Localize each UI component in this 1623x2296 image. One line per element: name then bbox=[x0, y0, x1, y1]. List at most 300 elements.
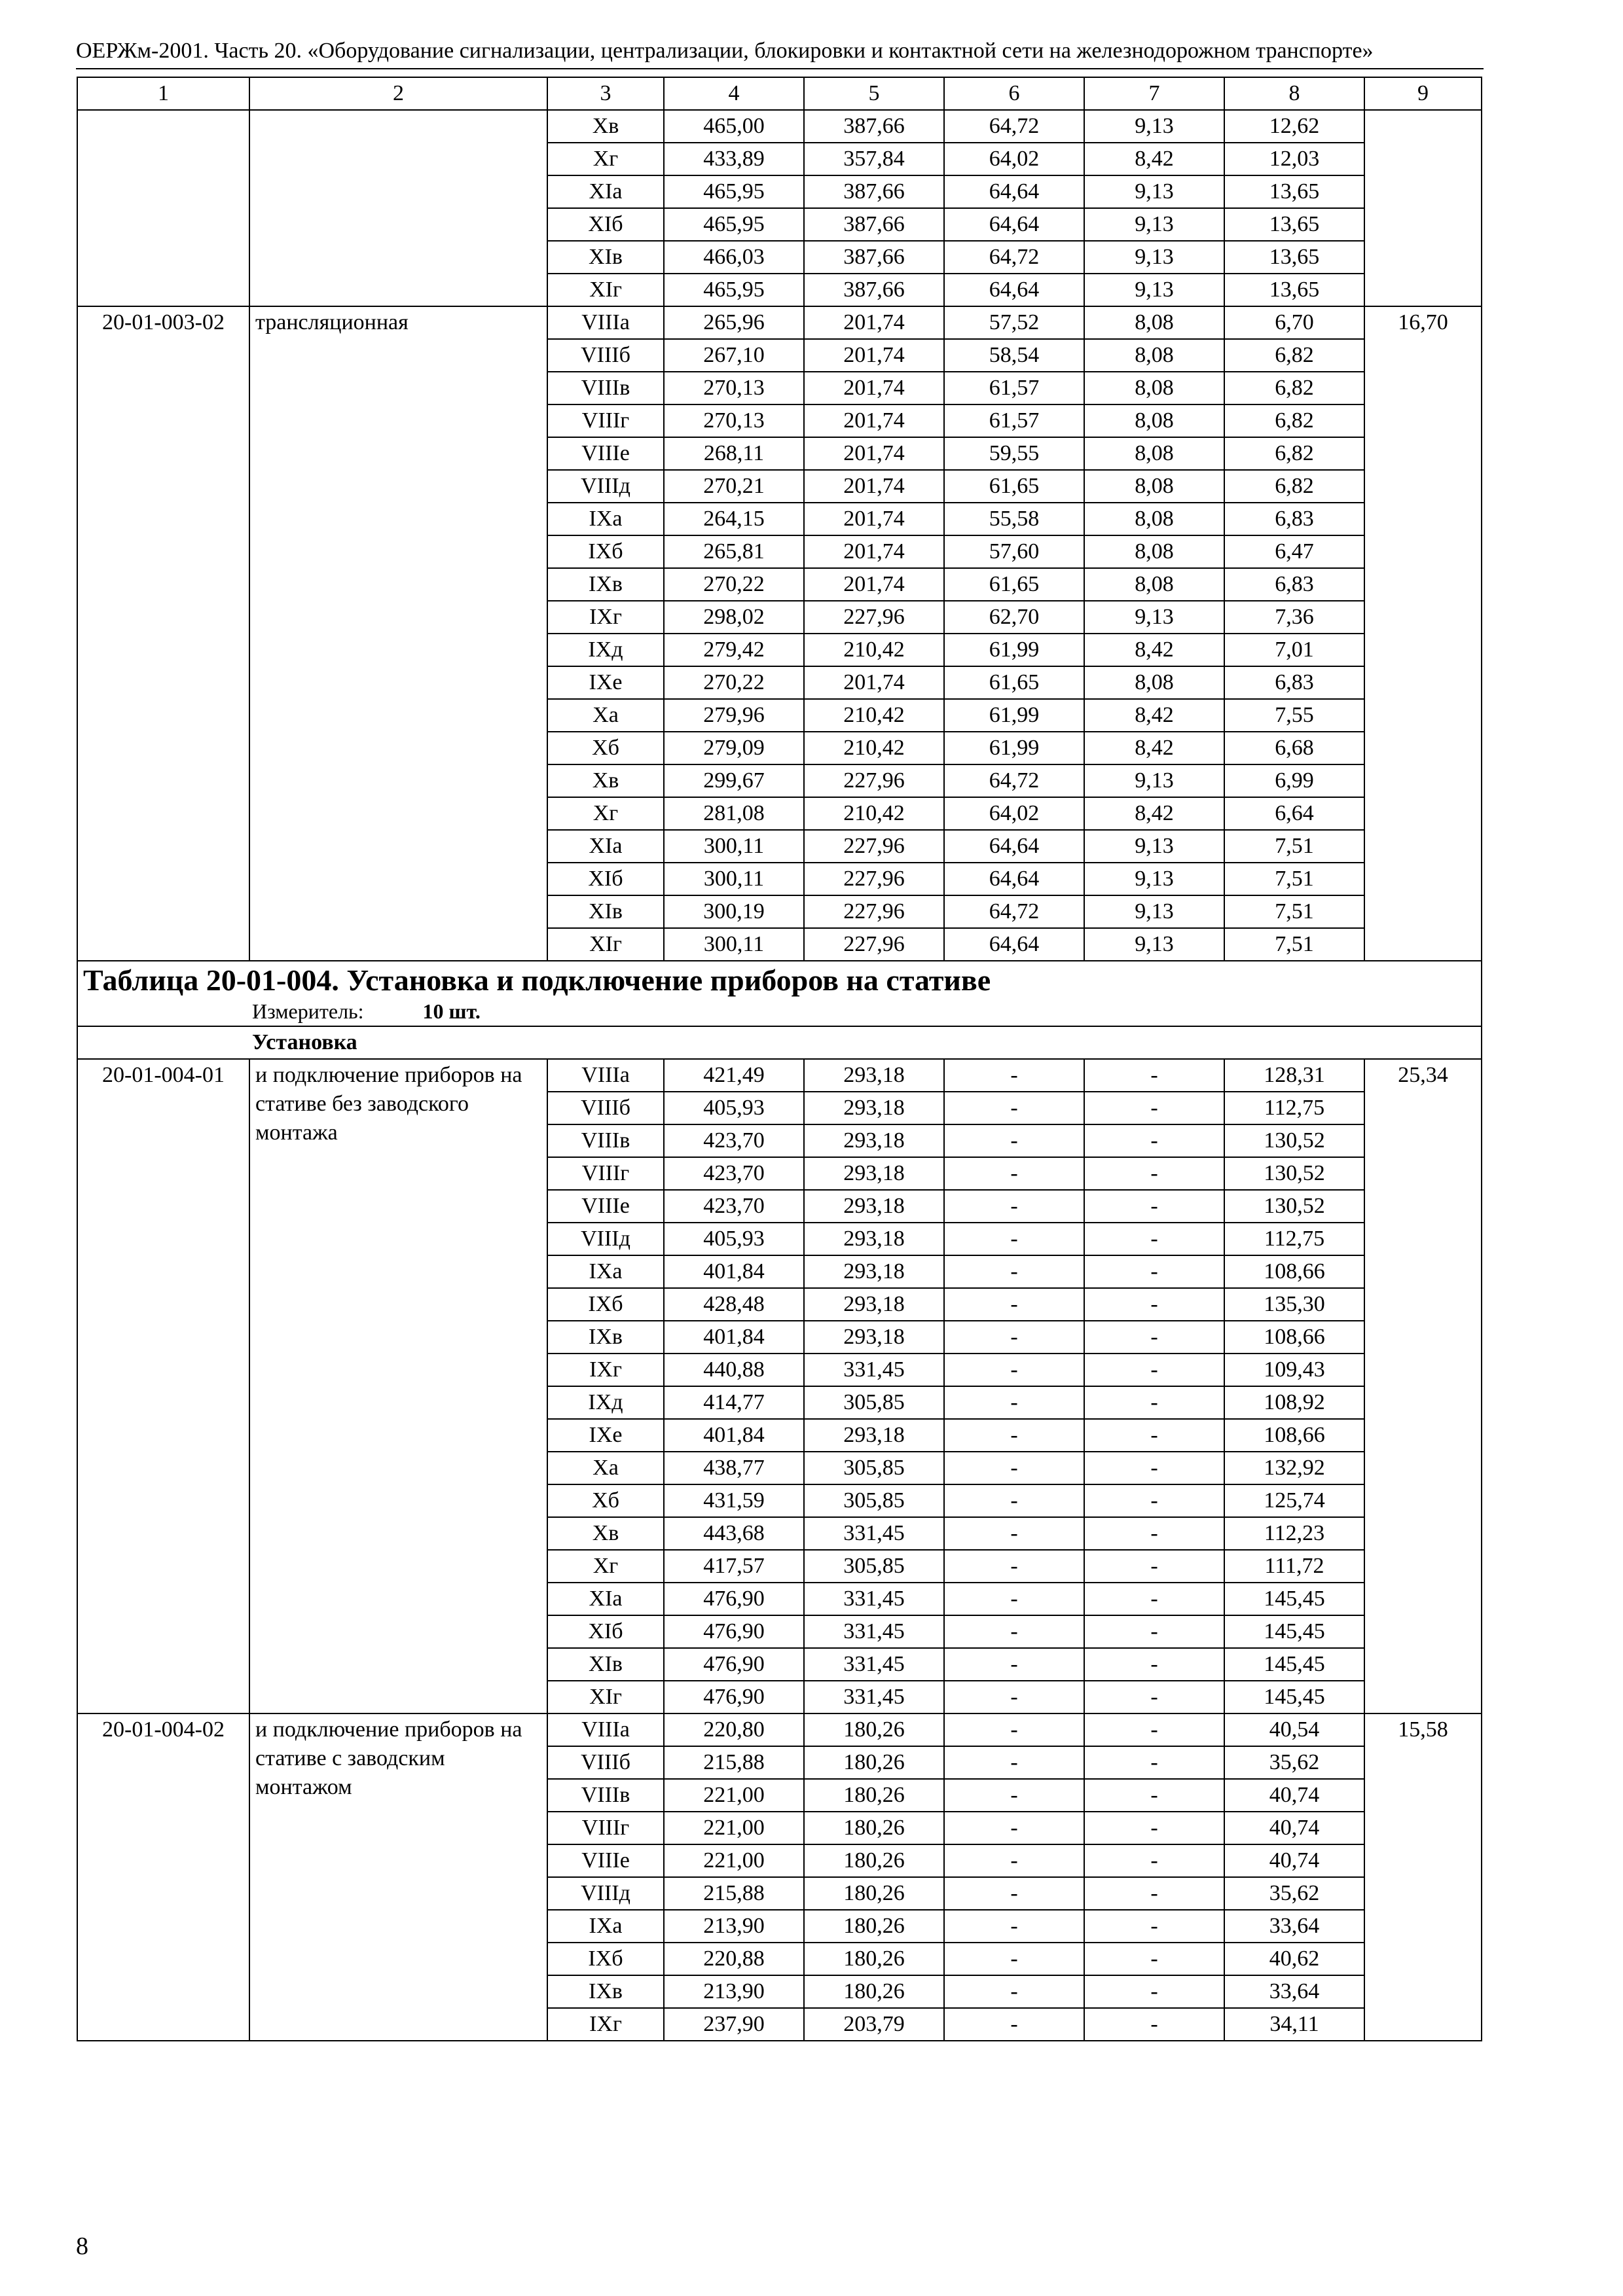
zone-cell: VIIIб bbox=[547, 1746, 664, 1779]
value-cell: 13,65 bbox=[1224, 208, 1364, 241]
column-number: 1 bbox=[77, 77, 249, 110]
zone-cell: VIIIб bbox=[547, 1092, 664, 1124]
value-cell: 227,96 bbox=[804, 601, 944, 634]
value-cell: 300,19 bbox=[664, 895, 804, 928]
value-cell: 210,42 bbox=[804, 634, 944, 666]
value-cell: - bbox=[944, 1386, 1084, 1419]
value-cell: 270,13 bbox=[664, 372, 804, 404]
value-cell: 61,99 bbox=[944, 699, 1084, 732]
zone-cell: IХе bbox=[547, 666, 664, 699]
value-cell: - bbox=[944, 1157, 1084, 1190]
value-cell: 8,42 bbox=[1084, 634, 1224, 666]
zone-cell: ХIв bbox=[547, 895, 664, 928]
value-cell: 9,13 bbox=[1084, 110, 1224, 143]
value-cell: 227,96 bbox=[804, 863, 944, 895]
value-cell: 8,42 bbox=[1084, 699, 1224, 732]
value-cell: 227,96 bbox=[804, 764, 944, 797]
value-cell: 7,51 bbox=[1224, 863, 1364, 895]
value-cell: - bbox=[944, 1452, 1084, 1484]
value-cell: 268,11 bbox=[664, 437, 804, 470]
value-cell: 64,64 bbox=[944, 928, 1084, 961]
zone-cell: Ха bbox=[547, 1452, 664, 1484]
rate-description bbox=[249, 110, 547, 306]
value-cell: 281,08 bbox=[664, 797, 804, 830]
value-cell: 227,96 bbox=[804, 830, 944, 863]
value-cell: - bbox=[1084, 1124, 1224, 1157]
value-cell: 221,00 bbox=[664, 1844, 804, 1877]
value-cell: - bbox=[944, 1812, 1084, 1844]
value-cell: - bbox=[1084, 1648, 1224, 1681]
value-cell: 55,58 bbox=[944, 503, 1084, 535]
value-cell: 6,64 bbox=[1224, 797, 1364, 830]
value-cell: - bbox=[1084, 1877, 1224, 1910]
zone-cell: IХг bbox=[547, 601, 664, 634]
zone-cell: IХг bbox=[547, 2008, 664, 2041]
zone-cell: VIIIа bbox=[547, 306, 664, 339]
value-cell: 300,11 bbox=[664, 863, 804, 895]
value-cell: - bbox=[1084, 1844, 1224, 1877]
value-cell: 180,26 bbox=[804, 1877, 944, 1910]
rate-description: и подключение приборов на стативе с заводским монтажом bbox=[249, 1713, 547, 2041]
value-cell: 145,45 bbox=[1224, 1583, 1364, 1615]
value-cell: 180,26 bbox=[804, 1746, 944, 1779]
value-cell: 13,65 bbox=[1224, 175, 1364, 208]
value-cell: 401,84 bbox=[664, 1321, 804, 1354]
value-cell: 9,13 bbox=[1084, 208, 1224, 241]
value-cell: 267,10 bbox=[664, 339, 804, 372]
value-cell: 40,74 bbox=[1224, 1812, 1364, 1844]
value-cell: 293,18 bbox=[804, 1255, 944, 1288]
subheading-row bbox=[77, 1026, 1482, 1059]
column-number-row bbox=[77, 77, 1482, 110]
labor-cost-cell bbox=[1364, 110, 1482, 306]
value-cell: 61,65 bbox=[944, 568, 1084, 601]
value-cell: - bbox=[1084, 1321, 1224, 1354]
zone-cell: VIIIе bbox=[547, 1844, 664, 1877]
zone-cell: IХа bbox=[547, 503, 664, 535]
rate-code bbox=[77, 110, 249, 306]
value-cell: 237,90 bbox=[664, 2008, 804, 2041]
value-cell: 331,45 bbox=[804, 1615, 944, 1648]
value-cell: 201,74 bbox=[804, 470, 944, 503]
header-rule bbox=[76, 68, 1484, 69]
value-cell: 6,82 bbox=[1224, 437, 1364, 470]
value-cell: - bbox=[1084, 1059, 1224, 1092]
value-cell: 357,84 bbox=[804, 143, 944, 175]
value-cell: 270,21 bbox=[664, 470, 804, 503]
value-cell: 265,96 bbox=[664, 306, 804, 339]
value-cell: - bbox=[944, 1877, 1084, 1910]
zone-cell: ХIа bbox=[547, 1583, 664, 1615]
value-cell: 61,65 bbox=[944, 470, 1084, 503]
value-cell: - bbox=[944, 1844, 1084, 1877]
value-cell: - bbox=[1084, 1550, 1224, 1583]
rate-code: 20-01-004-02 bbox=[77, 1713, 249, 2041]
value-cell: 264,15 bbox=[664, 503, 804, 535]
value-cell: 7,51 bbox=[1224, 895, 1364, 928]
value-cell: 201,74 bbox=[804, 437, 944, 470]
value-cell: 270,22 bbox=[664, 666, 804, 699]
zone-cell: VIIIг bbox=[547, 404, 664, 437]
value-cell: 9,13 bbox=[1084, 863, 1224, 895]
zone-cell: IХд bbox=[547, 634, 664, 666]
value-cell: 423,70 bbox=[664, 1190, 804, 1223]
value-cell: 405,93 bbox=[664, 1092, 804, 1124]
value-cell: 466,03 bbox=[664, 241, 804, 274]
zone-cell: ХIб bbox=[547, 863, 664, 895]
value-cell: - bbox=[944, 1550, 1084, 1583]
zone-cell: Хв bbox=[547, 1517, 664, 1550]
value-cell: 438,77 bbox=[664, 1452, 804, 1484]
value-cell: 180,26 bbox=[804, 1779, 944, 1812]
value-cell: 293,18 bbox=[804, 1223, 944, 1255]
value-cell: - bbox=[1084, 1419, 1224, 1452]
value-cell: 220,80 bbox=[664, 1713, 804, 1746]
zone-cell: ХIа bbox=[547, 175, 664, 208]
value-cell: - bbox=[944, 1092, 1084, 1124]
rate-description: трансляционная bbox=[249, 306, 547, 961]
value-cell: 227,96 bbox=[804, 895, 944, 928]
column-number: 3 bbox=[547, 77, 664, 110]
value-cell: 387,66 bbox=[804, 175, 944, 208]
zone-cell: VIIIе bbox=[547, 1190, 664, 1223]
zone-cell: Хб bbox=[547, 1484, 664, 1517]
rates-table bbox=[77, 77, 1482, 2041]
value-cell: 387,66 bbox=[804, 110, 944, 143]
value-cell: 61,57 bbox=[944, 372, 1084, 404]
value-cell: 62,70 bbox=[944, 601, 1084, 634]
zone-cell: VIIIб bbox=[547, 339, 664, 372]
zone-cell: Хг bbox=[547, 1550, 664, 1583]
zone-cell: ХIв bbox=[547, 241, 664, 274]
value-cell: 8,42 bbox=[1084, 732, 1224, 764]
zone-cell: ХIг bbox=[547, 928, 664, 961]
value-cell: 12,62 bbox=[1224, 110, 1364, 143]
value-cell: 9,13 bbox=[1084, 601, 1224, 634]
value-cell: 109,43 bbox=[1224, 1354, 1364, 1386]
value-cell: - bbox=[944, 1419, 1084, 1452]
column-number: 2 bbox=[249, 77, 547, 110]
value-cell: 108,66 bbox=[1224, 1419, 1364, 1452]
value-cell: 130,52 bbox=[1224, 1190, 1364, 1223]
value-cell: - bbox=[1084, 1583, 1224, 1615]
zone-cell: ХIв bbox=[547, 1648, 664, 1681]
value-cell: 64,64 bbox=[944, 175, 1084, 208]
rates-table-body bbox=[77, 77, 1482, 2041]
value-cell: 180,26 bbox=[804, 1975, 944, 2008]
value-cell: 476,90 bbox=[664, 1615, 804, 1648]
value-cell: 270,22 bbox=[664, 568, 804, 601]
value-cell: 6,82 bbox=[1224, 470, 1364, 503]
meter-line bbox=[78, 999, 1481, 1023]
value-cell: - bbox=[1084, 1910, 1224, 1943]
value-cell: - bbox=[944, 1910, 1084, 1943]
rate-description: и подключение приборов на стативе без заводского монтажа bbox=[249, 1059, 547, 1713]
value-cell: 35,62 bbox=[1224, 1877, 1364, 1910]
zone-cell: VIIIг bbox=[547, 1157, 664, 1190]
value-cell: 180,26 bbox=[804, 1812, 944, 1844]
value-cell: - bbox=[1084, 1517, 1224, 1550]
value-cell: - bbox=[944, 2008, 1084, 2041]
column-number: 9 bbox=[1364, 77, 1482, 110]
value-cell: 40,74 bbox=[1224, 1779, 1364, 1812]
value-cell: 7,51 bbox=[1224, 830, 1364, 863]
value-cell: - bbox=[944, 1059, 1084, 1092]
table-row bbox=[77, 1713, 1482, 1746]
value-cell: - bbox=[944, 1190, 1084, 1223]
value-cell: 293,18 bbox=[804, 1059, 944, 1092]
section-heading bbox=[77, 961, 1482, 1026]
section-heading-row bbox=[77, 961, 1482, 1026]
value-cell: 35,62 bbox=[1224, 1746, 1364, 1779]
zone-cell: IХа bbox=[547, 1255, 664, 1288]
value-cell: 221,00 bbox=[664, 1812, 804, 1844]
value-cell: 201,74 bbox=[804, 535, 944, 568]
value-cell: 476,90 bbox=[664, 1681, 804, 1713]
value-cell: 6,83 bbox=[1224, 568, 1364, 601]
table-row bbox=[77, 306, 1482, 339]
value-cell: 61,99 bbox=[944, 732, 1084, 764]
value-cell: 331,45 bbox=[804, 1681, 944, 1713]
zone-cell: IХв bbox=[547, 1975, 664, 2008]
value-cell: 305,85 bbox=[804, 1484, 944, 1517]
value-cell: 8,08 bbox=[1084, 568, 1224, 601]
value-cell: 417,57 bbox=[664, 1550, 804, 1583]
zone-cell: VIIIд bbox=[547, 1877, 664, 1910]
value-cell: 279,09 bbox=[664, 732, 804, 764]
value-cell: 421,49 bbox=[664, 1059, 804, 1092]
value-cell: 130,52 bbox=[1224, 1124, 1364, 1157]
value-cell: - bbox=[944, 1517, 1084, 1550]
zone-cell: ХIа bbox=[547, 830, 664, 863]
value-cell: 112,23 bbox=[1224, 1517, 1364, 1550]
value-cell: - bbox=[944, 1615, 1084, 1648]
value-cell: 8,42 bbox=[1084, 797, 1224, 830]
value-cell: 465,95 bbox=[664, 274, 804, 306]
zone-cell: Хв bbox=[547, 764, 664, 797]
value-cell: - bbox=[1084, 1615, 1224, 1648]
value-cell: 64,02 bbox=[944, 797, 1084, 830]
value-cell: 423,70 bbox=[664, 1157, 804, 1190]
value-cell: 293,18 bbox=[804, 1419, 944, 1452]
meter-label: Измеритель: bbox=[252, 999, 364, 1023]
value-cell: - bbox=[1084, 1255, 1224, 1288]
value-cell: 9,13 bbox=[1084, 928, 1224, 961]
value-cell: 433,89 bbox=[664, 143, 804, 175]
value-cell: 440,88 bbox=[664, 1354, 804, 1386]
value-cell: 64,72 bbox=[944, 241, 1084, 274]
value-cell: 112,75 bbox=[1224, 1223, 1364, 1255]
value-cell: - bbox=[944, 1681, 1084, 1713]
value-cell: 33,64 bbox=[1224, 1910, 1364, 1943]
value-cell: - bbox=[944, 1255, 1084, 1288]
labor-cost-cell: 15,58 bbox=[1364, 1713, 1482, 2041]
zone-cell: VIIIд bbox=[547, 1223, 664, 1255]
value-cell: 331,45 bbox=[804, 1517, 944, 1550]
value-cell: 64,64 bbox=[944, 208, 1084, 241]
value-cell: 9,13 bbox=[1084, 895, 1224, 928]
page-number: 8 bbox=[76, 2233, 88, 2260]
value-cell: 299,67 bbox=[664, 764, 804, 797]
table-row bbox=[77, 1059, 1482, 1092]
value-cell: 6,70 bbox=[1224, 306, 1364, 339]
value-cell: - bbox=[944, 1321, 1084, 1354]
value-cell: 64,64 bbox=[944, 830, 1084, 863]
value-cell: 465,95 bbox=[664, 208, 804, 241]
value-cell: - bbox=[944, 1484, 1084, 1517]
zone-cell: ХIг bbox=[547, 274, 664, 306]
value-cell: 145,45 bbox=[1224, 1615, 1364, 1648]
value-cell: - bbox=[1084, 1354, 1224, 1386]
zone-cell: IХг bbox=[547, 1354, 664, 1386]
value-cell: - bbox=[1084, 1746, 1224, 1779]
value-cell: 6,82 bbox=[1224, 339, 1364, 372]
value-cell: - bbox=[944, 1354, 1084, 1386]
value-cell: 64,64 bbox=[944, 274, 1084, 306]
zone-cell: Хг bbox=[547, 143, 664, 175]
value-cell: 64,72 bbox=[944, 764, 1084, 797]
value-cell: - bbox=[1084, 2008, 1224, 2041]
zone-cell: VIIIв bbox=[547, 1124, 664, 1157]
zone-cell: ХIг bbox=[547, 1681, 664, 1713]
value-cell: 125,74 bbox=[1224, 1484, 1364, 1517]
value-cell: 130,52 bbox=[1224, 1157, 1364, 1190]
value-cell: 201,74 bbox=[804, 372, 944, 404]
column-number: 7 bbox=[1084, 77, 1224, 110]
value-cell: 293,18 bbox=[804, 1092, 944, 1124]
zone-cell: VIIIв bbox=[547, 372, 664, 404]
value-cell: 8,08 bbox=[1084, 503, 1224, 535]
zone-cell: IХа bbox=[547, 1910, 664, 1943]
value-cell: 201,74 bbox=[804, 404, 944, 437]
zone-cell: VIIIе bbox=[547, 437, 664, 470]
value-cell: 57,60 bbox=[944, 535, 1084, 568]
value-cell: 108,92 bbox=[1224, 1386, 1364, 1419]
column-number: 6 bbox=[944, 77, 1084, 110]
column-number: 4 bbox=[664, 77, 804, 110]
value-cell: 34,11 bbox=[1224, 2008, 1364, 2041]
value-cell: 8,08 bbox=[1084, 470, 1224, 503]
value-cell: - bbox=[1084, 1484, 1224, 1517]
value-cell: 210,42 bbox=[804, 699, 944, 732]
value-cell: 6,47 bbox=[1224, 535, 1364, 568]
value-cell: - bbox=[1084, 1812, 1224, 1844]
value-cell: 279,42 bbox=[664, 634, 804, 666]
value-cell: 8,42 bbox=[1084, 143, 1224, 175]
value-cell: 61,57 bbox=[944, 404, 1084, 437]
page-header: ОЕРЖм-2001. Часть 20. «Оборудование сигнализации, централизации, блокировки и контактной сети на железнодорожном транспорте» bbox=[76, 39, 1374, 63]
value-cell: 300,11 bbox=[664, 928, 804, 961]
value-cell: 414,77 bbox=[664, 1386, 804, 1419]
value-cell: 331,45 bbox=[804, 1354, 944, 1386]
zone-cell: VIIIа bbox=[547, 1059, 664, 1092]
value-cell: 180,26 bbox=[804, 1844, 944, 1877]
value-cell: 6,82 bbox=[1224, 404, 1364, 437]
value-cell: 300,11 bbox=[664, 830, 804, 863]
value-cell: 61,65 bbox=[944, 666, 1084, 699]
value-cell: 331,45 bbox=[804, 1648, 944, 1681]
value-cell: 7,51 bbox=[1224, 928, 1364, 961]
value-cell: 8,08 bbox=[1084, 437, 1224, 470]
value-cell: - bbox=[1084, 1157, 1224, 1190]
zone-cell: IХб bbox=[547, 1943, 664, 1975]
value-cell: 135,30 bbox=[1224, 1288, 1364, 1321]
value-cell: 305,85 bbox=[804, 1550, 944, 1583]
value-cell: - bbox=[1084, 1288, 1224, 1321]
zone-cell: Хб bbox=[547, 732, 664, 764]
value-cell: 293,18 bbox=[804, 1157, 944, 1190]
value-cell: 405,93 bbox=[664, 1223, 804, 1255]
table-row bbox=[77, 110, 1482, 143]
value-cell: 128,31 bbox=[1224, 1059, 1364, 1092]
value-cell: - bbox=[1084, 1092, 1224, 1124]
value-cell: 210,42 bbox=[804, 732, 944, 764]
value-cell: 112,75 bbox=[1224, 1092, 1364, 1124]
value-cell: 401,84 bbox=[664, 1255, 804, 1288]
zone-cell: IХв bbox=[547, 1321, 664, 1354]
value-cell: 33,64 bbox=[1224, 1975, 1364, 2008]
value-cell: 61,99 bbox=[944, 634, 1084, 666]
value-cell: - bbox=[944, 1779, 1084, 1812]
value-cell: 387,66 bbox=[804, 241, 944, 274]
value-cell: 293,18 bbox=[804, 1321, 944, 1354]
value-cell: 279,96 bbox=[664, 699, 804, 732]
value-cell: 64,72 bbox=[944, 110, 1084, 143]
value-cell: 210,42 bbox=[804, 797, 944, 830]
value-cell: 387,66 bbox=[804, 274, 944, 306]
value-cell: - bbox=[944, 1943, 1084, 1975]
value-cell: 213,90 bbox=[664, 1975, 804, 2008]
section-title: Таблица 20-01-004. Установка и подключение приборов на стативе bbox=[83, 963, 991, 997]
zone-cell: VIIIд bbox=[547, 470, 664, 503]
value-cell: 293,18 bbox=[804, 1288, 944, 1321]
value-cell: 8,08 bbox=[1084, 404, 1224, 437]
value-cell: 476,90 bbox=[664, 1583, 804, 1615]
value-cell: - bbox=[1084, 1681, 1224, 1713]
value-cell: 6,83 bbox=[1224, 666, 1364, 699]
value-cell: 9,13 bbox=[1084, 241, 1224, 274]
value-cell: 180,26 bbox=[804, 1910, 944, 1943]
zone-cell: ХIб bbox=[547, 1615, 664, 1648]
value-cell: - bbox=[1084, 1386, 1224, 1419]
meter-value: 10 шт. bbox=[422, 999, 481, 1023]
zone-cell: IХд bbox=[547, 1386, 664, 1419]
value-cell: 9,13 bbox=[1084, 764, 1224, 797]
value-cell: 40,62 bbox=[1224, 1943, 1364, 1975]
value-cell: 431,59 bbox=[664, 1484, 804, 1517]
value-cell: 64,02 bbox=[944, 143, 1084, 175]
column-number: 5 bbox=[804, 77, 944, 110]
value-cell: 6,99 bbox=[1224, 764, 1364, 797]
value-cell: 108,66 bbox=[1224, 1255, 1364, 1288]
value-cell: 6,82 bbox=[1224, 372, 1364, 404]
value-cell: 180,26 bbox=[804, 1943, 944, 1975]
value-cell: 201,74 bbox=[804, 666, 944, 699]
labor-cost-cell: 25,34 bbox=[1364, 1059, 1482, 1713]
value-cell: 215,88 bbox=[664, 1877, 804, 1910]
value-cell: 7,01 bbox=[1224, 634, 1364, 666]
value-cell: 6,68 bbox=[1224, 732, 1364, 764]
value-cell: 111,72 bbox=[1224, 1550, 1364, 1583]
value-cell: 7,36 bbox=[1224, 601, 1364, 634]
value-cell: 298,02 bbox=[664, 601, 804, 634]
value-cell: - bbox=[944, 1124, 1084, 1157]
value-cell: 465,00 bbox=[664, 110, 804, 143]
value-cell: - bbox=[1084, 1779, 1224, 1812]
value-cell: 58,54 bbox=[944, 339, 1084, 372]
value-cell: 13,65 bbox=[1224, 241, 1364, 274]
value-cell: 215,88 bbox=[664, 1746, 804, 1779]
